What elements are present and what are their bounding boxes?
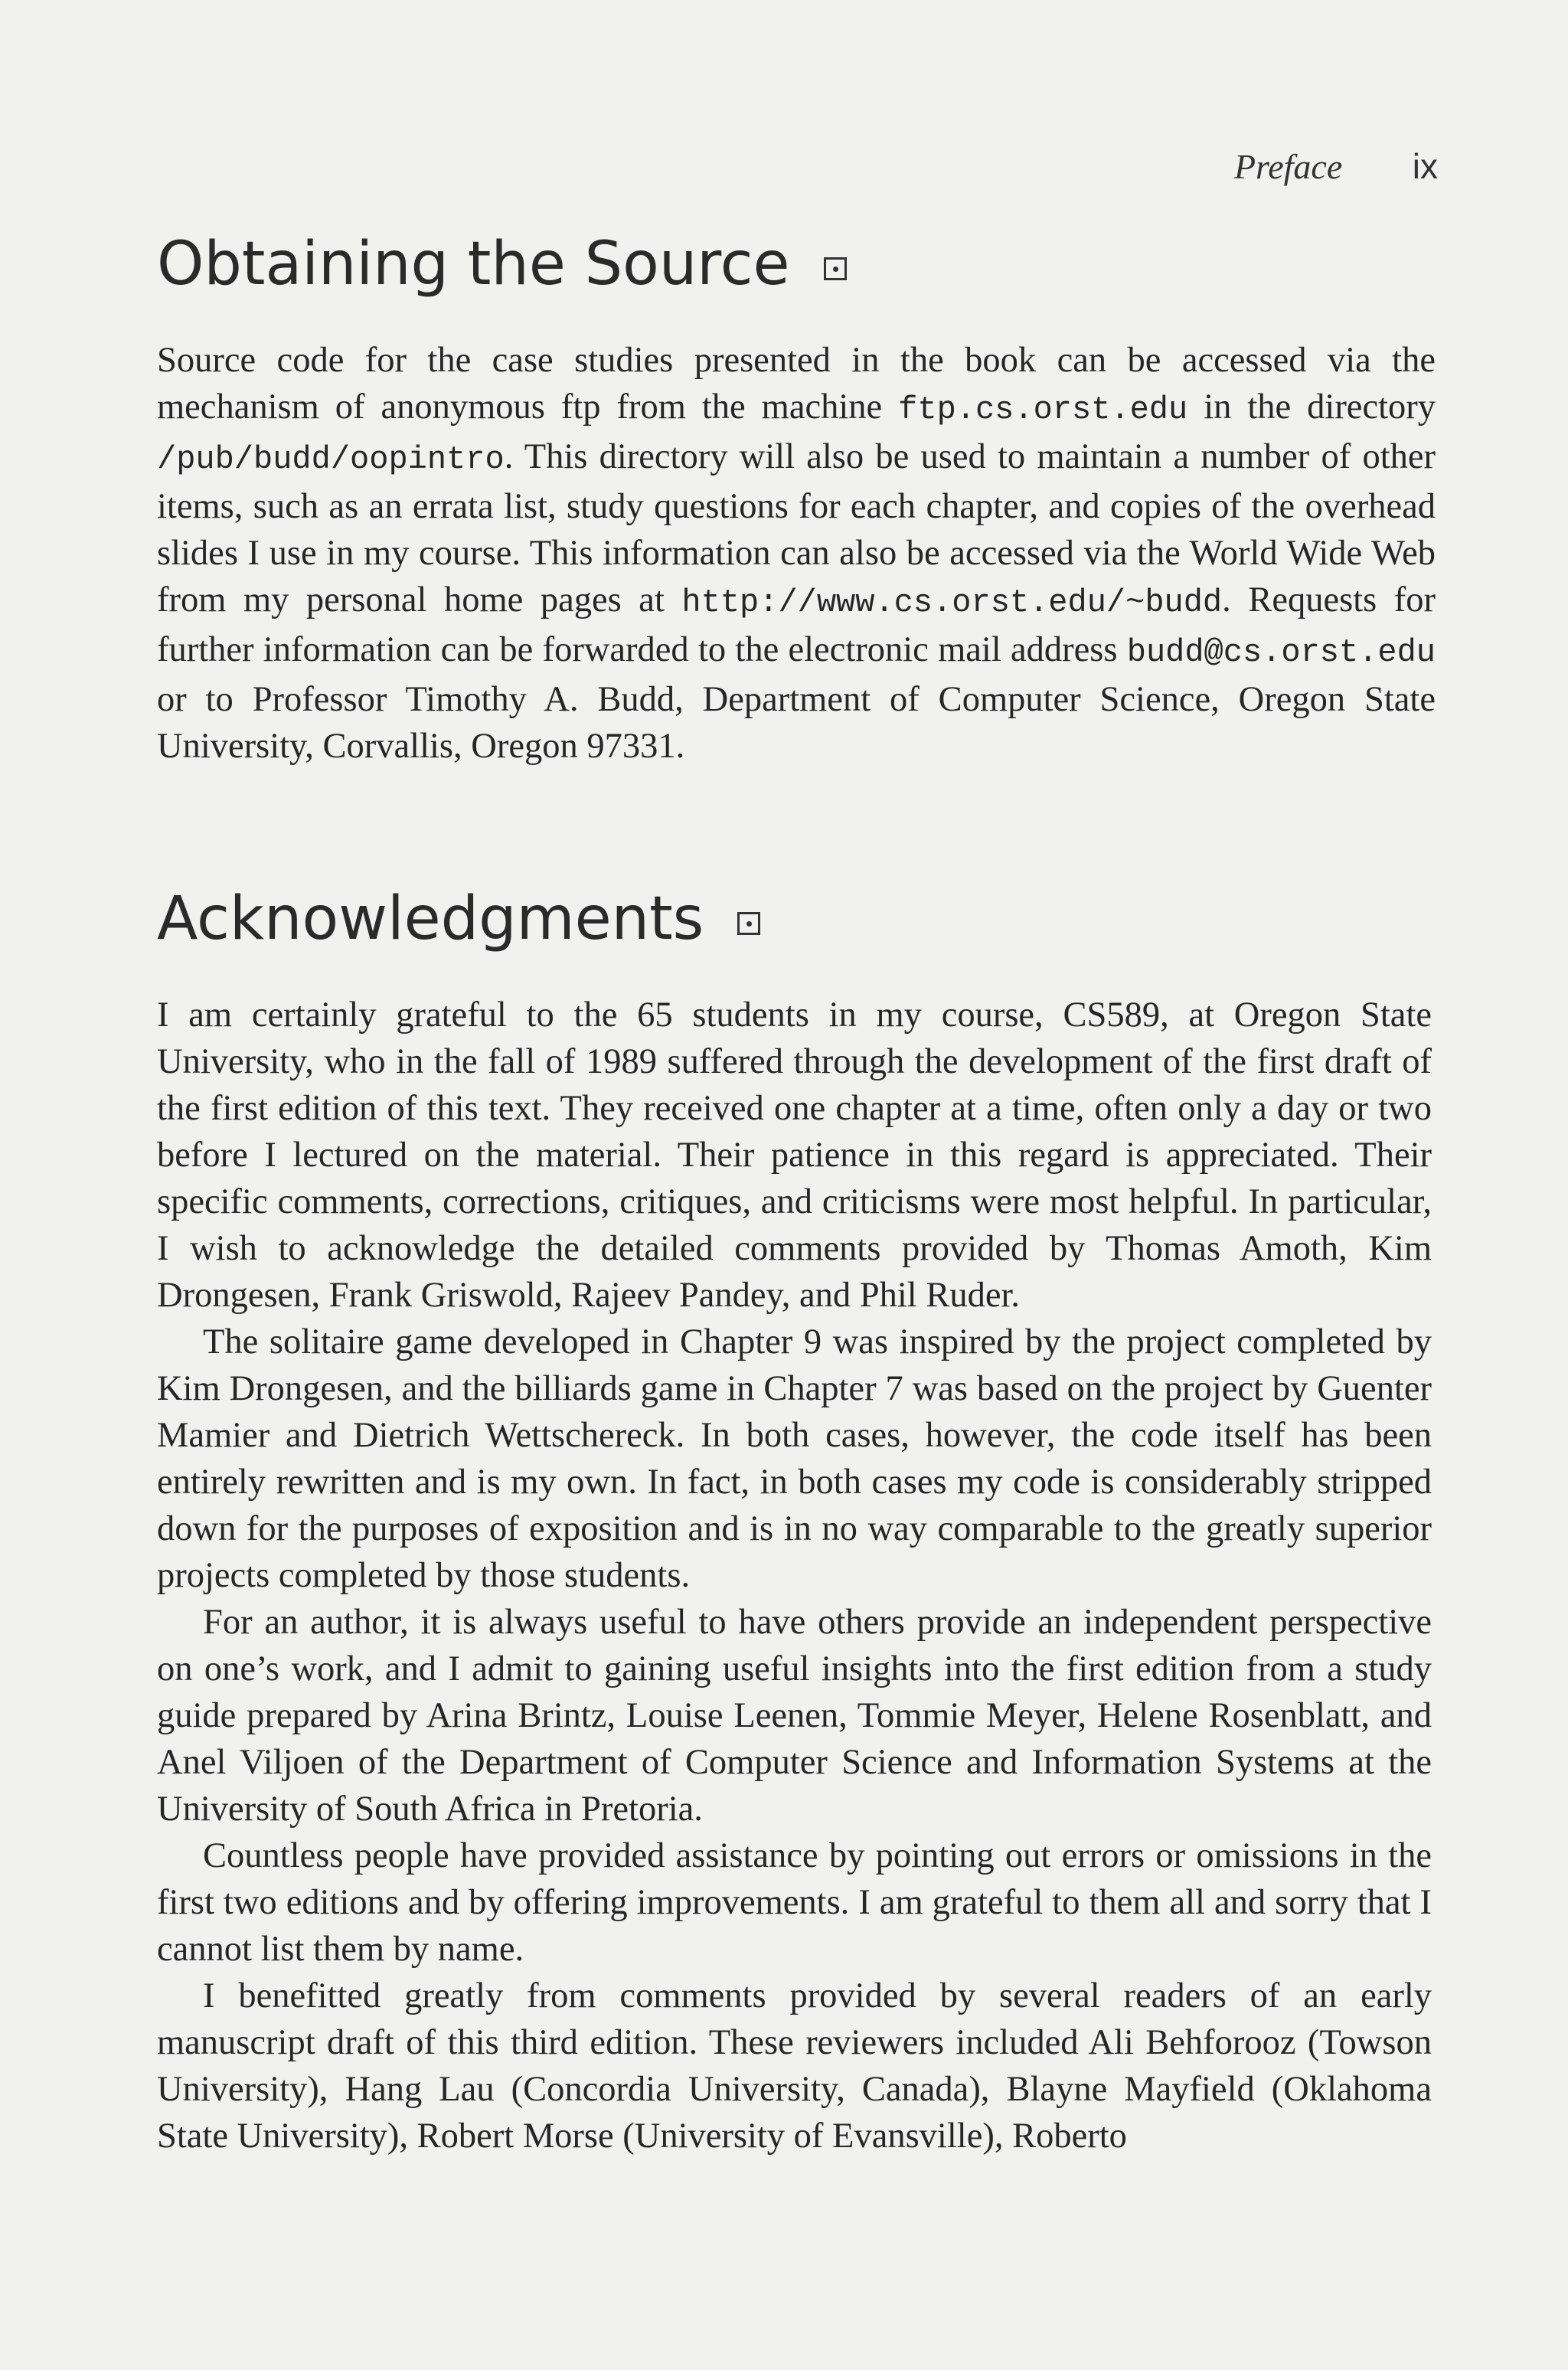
section-heading-text: Acknowledgments <box>157 884 704 953</box>
section-heading-obtaining-source <box>157 230 847 299</box>
ack-paragraph-1: I am certainly grateful to the 65 students in my course, CS589, at Oregon State University, who in the fall of 1989 suffered through the development of the first draft of the first edition of this text. They received one chapter at a time, often only a day or two before I lectured on the material. Their patience in this regard is appreciated. Their specific comments, corrections, critiques, and criticisms were most helpful. In particular, I wish to acknowledge the detailed comments provided by Thomas Amoth, Kim Drongesen, Frank Griswold, Rajeev Pandey, and Phil Ruder. <box>157 995 1432 1315</box>
text-run: Source code for the case studies presented in the book can be accessed via the mechanism of anonymous ftp from the machine <box>157 341 1436 427</box>
ack-paragraph-4: Countless people have provided assistance by pointing out errors or omissions in the first two editions and by offering improvements. I am grateful to them all and sorry that I cannot list them by name. <box>157 1836 1432 1969</box>
acknowledgments-body <box>157 992 1432 2159</box>
ftp-host: ftp.cs.orst.edu <box>898 391 1188 428</box>
email-address: budd@cs.orst.edu <box>1126 634 1436 671</box>
running-head <box>1234 145 1438 187</box>
ftp-directory: /pub/budd/oopintro <box>157 441 505 478</box>
section-box-icon <box>737 912 760 935</box>
running-head-title: Preface <box>1233 147 1343 186</box>
ack-paragraph-3: For an author, it is always useful to have others provide an independent perspective on one’s work, and I admit to gaining useful insights into the first edition from a study guide prepared by Arina Brintz, Louise Leenen, Tommie Meyer, Helene Rosenblatt, and Anel Viljoen of the Department of Computer Science and Information Systems at the University of South Africa in Pretoria. <box>157 1603 1432 1829</box>
source-section-body <box>157 337 1436 770</box>
home-page-url: http://www.cs.orst.edu/~budd <box>681 584 1223 621</box>
source-paragraph <box>157 337 1436 770</box>
section-box-icon <box>824 257 847 280</box>
section-heading-acknowledgments <box>157 884 760 953</box>
text-run: in the directory <box>1187 387 1436 427</box>
page-number: ix <box>1412 146 1438 186</box>
ack-paragraph-2: The solitaire game developed in Chapter 9 was inspired by the project completed by Kim Drongesen, and the billiards game in Chapter 7 was based on the project by Guenter Mamier and Dietrich Wettschereck. In both cases, however, the code itself has been entirely rewritten and is my own. In fact, in both cases my code is considerably stripped down for the purposes of exposition and is in no way comparable to the greatly superior projects completed by those students. <box>157 1322 1432 1595</box>
section-heading-text: Obtaining the Source <box>157 230 790 299</box>
text-run: . Requests for further information can be forwarded to the electronic mail address <box>157 580 1436 669</box>
text-run: . This directory will also be used to maintain a number of other items, such as an errata list, study questions for each chapter, and copies of the overhead slides I use in my course. This information can also be accessed via the World Wide Web from my personal home pages at <box>157 437 1436 619</box>
ack-paragraph-5: I benefitted greatly from comments provided by several readers of an early manuscript draft of this third edition. These reviewers included Ali Behforooz (Towson University), Hang Lau (Concordia University, Canada), Blayne Mayfield (Oklahoma State University), Robert Morse (University of Evansville), Roberto <box>157 1976 1432 2156</box>
text-run: or to Professor Timothy A. Budd, Department of Computer Science, Oregon State University, Corvallis, Oregon 97331. <box>157 680 1436 766</box>
